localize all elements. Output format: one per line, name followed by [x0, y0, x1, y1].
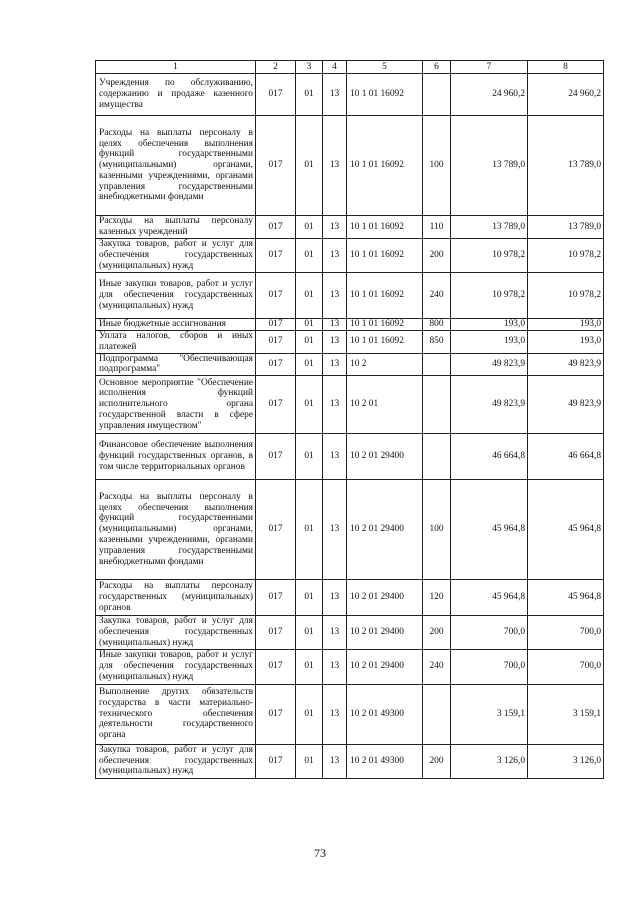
- cell-amount-1: 24 960,2: [451, 74, 528, 116]
- cell-expense-type: 110: [423, 216, 451, 239]
- table-header-row: [96, 61, 604, 74]
- cell-name: Иные бюджетные ассигнования: [96, 319, 256, 331]
- cell-name: Уплата налогов, сборов и иных платежей: [96, 331, 256, 354]
- cell-expense-type: 200: [423, 744, 451, 778]
- table-row: [96, 649, 604, 684]
- cell-admin-code: 017: [256, 616, 296, 649]
- cell-amount-1: 49 823,9: [451, 353, 528, 376]
- cell-expense-type: [423, 376, 451, 434]
- cell-amount-1: 193,0: [451, 331, 528, 354]
- cell-admin-code: 017: [256, 74, 296, 116]
- cell-target-article: 10 1 01 16092: [347, 331, 423, 354]
- cell-expense-type: 240: [423, 649, 451, 684]
- cell-target-article: 10 2 01 49300: [347, 684, 423, 744]
- cell-name: Подпрограмма "Обеспечивающая подпрограмма": [96, 353, 256, 376]
- cell-amount-2: 193,0: [528, 319, 604, 331]
- cell-target-article: 10 1 01 16092: [347, 239, 423, 273]
- budget-table-page: [95, 60, 603, 779]
- cell-amount-2: 193,0: [528, 331, 604, 354]
- cell-subsection: 13: [323, 239, 347, 273]
- cell-target-article: 10 2: [347, 353, 423, 376]
- cell-name: Расходы на выплаты персоналу казенных учреждений: [96, 216, 256, 239]
- cell-subsection: 13: [323, 319, 347, 331]
- cell-name: Учреждения по обслуживанию, содержанию и продаже казенного имущества: [96, 74, 256, 116]
- cell-amount-2: 700,0: [528, 649, 604, 684]
- cell-admin-code: 017: [256, 273, 296, 319]
- cell-amount-1: 193,0: [451, 319, 528, 331]
- cell-subsection: 13: [323, 744, 347, 778]
- cell-section: 01: [296, 434, 323, 480]
- table-row: [96, 331, 604, 354]
- table-row: [96, 616, 604, 649]
- cell-target-article: 10 2 01 29400: [347, 616, 423, 649]
- cell-admin-code: 017: [256, 744, 296, 778]
- cell-section: 01: [296, 616, 323, 649]
- table-row: [96, 480, 604, 580]
- cell-amount-1: 3 126,0: [451, 744, 528, 778]
- cell-section: 01: [296, 376, 323, 434]
- cell-amount-1: 13 789,0: [451, 216, 528, 239]
- cell-expense-type: [423, 74, 451, 116]
- cell-name: Иные закупки товаров, работ и услуг для обеспечения государственных (муниципальных) нужд: [96, 649, 256, 684]
- cell-name: Закупка товаров, работ и услуг для обеспечения государственных (муниципальных) нужд: [96, 616, 256, 649]
- cell-amount-1: 3 159,1: [451, 684, 528, 744]
- table-row: [96, 744, 604, 778]
- cell-target-article: 10 2 01: [347, 376, 423, 434]
- cell-expense-type: 800: [423, 319, 451, 331]
- cell-section: 01: [296, 580, 323, 616]
- cell-amount-2: 49 823,9: [528, 376, 604, 434]
- cell-expense-type: 100: [423, 116, 451, 216]
- cell-admin-code: 017: [256, 116, 296, 216]
- cell-name: Расходы на выплаты персоналу в целях обеспечения выполнения функций государственными (муниципальными) органами, казенными учреждениями, органами управления государственными внебюджетными фондами: [96, 116, 256, 216]
- cell-expense-type: 120: [423, 580, 451, 616]
- cell-expense-type: 240: [423, 273, 451, 319]
- cell-name: Иные закупки товаров, работ и услуг для обеспечения государственных (муниципальных) нужд: [96, 273, 256, 319]
- table-row: [96, 580, 604, 616]
- table-row: [96, 434, 604, 480]
- cell-section: 01: [296, 480, 323, 580]
- table-row: [96, 376, 604, 434]
- cell-expense-type: [423, 684, 451, 744]
- header-col-7: 7: [451, 61, 528, 74]
- cell-admin-code: 017: [256, 216, 296, 239]
- cell-expense-type: 850: [423, 331, 451, 354]
- cell-amount-2: 700,0: [528, 616, 604, 649]
- cell-subsection: 13: [323, 216, 347, 239]
- cell-target-article: 10 1 01 16092: [347, 116, 423, 216]
- cell-admin-code: 017: [256, 580, 296, 616]
- cell-amount-2: 49 823,9: [528, 353, 604, 376]
- cell-subsection: 13: [323, 116, 347, 216]
- cell-expense-type: 200: [423, 616, 451, 649]
- cell-amount-1: 700,0: [451, 649, 528, 684]
- cell-target-article: 10 1 01 16092: [347, 319, 423, 331]
- cell-target-article: 10 1 01 16092: [347, 74, 423, 116]
- cell-target-article: 10 1 01 16092: [347, 216, 423, 239]
- cell-admin-code: 017: [256, 684, 296, 744]
- cell-expense-type: 200: [423, 239, 451, 273]
- cell-name: Финансовое обеспечение выполнения функций государственных органов, в том числе территориальных органов: [96, 434, 256, 480]
- cell-amount-1: 45 964,8: [451, 580, 528, 616]
- header-col-5: 5: [347, 61, 423, 74]
- cell-amount-2: 13 789,0: [528, 116, 604, 216]
- cell-expense-type: 100: [423, 480, 451, 580]
- cell-name: Расходы на выплаты персоналу государственных (муниципальных) органов: [96, 580, 256, 616]
- cell-amount-2: 45 964,8: [528, 480, 604, 580]
- cell-name: Выполнение других обязательств государства в части материально-технического обеспечения деятельности государственного органа: [96, 684, 256, 744]
- cell-target-article: 10 2 01 29400: [347, 434, 423, 480]
- cell-section: 01: [296, 216, 323, 239]
- cell-section: 01: [296, 744, 323, 778]
- cell-subsection: 13: [323, 580, 347, 616]
- table-row: [96, 319, 604, 331]
- cell-amount-1: 46 664,8: [451, 434, 528, 480]
- cell-amount-2: 3 159,1: [528, 684, 604, 744]
- cell-admin-code: 017: [256, 376, 296, 434]
- header-col-3: 3: [296, 61, 323, 74]
- cell-admin-code: 017: [256, 480, 296, 580]
- cell-section: 01: [296, 649, 323, 684]
- cell-admin-code: 017: [256, 239, 296, 273]
- cell-amount-2: 13 789,0: [528, 216, 604, 239]
- cell-section: 01: [296, 331, 323, 354]
- cell-subsection: 13: [323, 273, 347, 319]
- cell-section: 01: [296, 74, 323, 116]
- cell-admin-code: 017: [256, 434, 296, 480]
- cell-name: Расходы на выплаты персоналу в целях обеспечения выполнения функций государственными (муниципальными) органами, казенными учреждениями, органами управления государственными внебюджетными фондами: [96, 480, 256, 580]
- cell-name: Закупка товаров, работ и услуг для обеспечения государственных (муниципальных) нужд: [96, 239, 256, 273]
- cell-expense-type: [423, 434, 451, 480]
- cell-amount-2: 10 978,2: [528, 273, 604, 319]
- table-row: [96, 353, 604, 376]
- cell-section: 01: [296, 116, 323, 216]
- cell-subsection: 13: [323, 616, 347, 649]
- cell-expense-type: [423, 353, 451, 376]
- cell-section: 01: [296, 684, 323, 744]
- cell-subsection: 13: [323, 434, 347, 480]
- table-row: [96, 74, 604, 116]
- cell-subsection: 13: [323, 74, 347, 116]
- cell-section: 01: [296, 239, 323, 273]
- cell-target-article: 10 2 01 29400: [347, 480, 423, 580]
- cell-amount-1: 13 789,0: [451, 116, 528, 216]
- budget-table: [95, 60, 604, 779]
- cell-section: 01: [296, 319, 323, 331]
- cell-admin-code: 017: [256, 331, 296, 354]
- table-row: [96, 116, 604, 216]
- cell-admin-code: 017: [256, 353, 296, 376]
- header-col-6: 6: [423, 61, 451, 74]
- cell-amount-1: 700,0: [451, 616, 528, 649]
- cell-subsection: 13: [323, 353, 347, 376]
- cell-amount-1: 10 978,2: [451, 273, 528, 319]
- cell-subsection: 13: [323, 331, 347, 354]
- cell-target-article: 10 2 01 49300: [347, 744, 423, 778]
- header-col-1: 1: [96, 61, 256, 74]
- cell-target-article: 10 2 01 29400: [347, 580, 423, 616]
- cell-target-article: 10 2 01 29400: [347, 649, 423, 684]
- cell-name: Основное мероприятие "Обеспечение исполнения функций исполнительного органа государственной власти в сфере управления имуществом": [96, 376, 256, 434]
- cell-subsection: 13: [323, 684, 347, 744]
- header-col-2: 2: [256, 61, 296, 74]
- cell-amount-2: 24 960,2: [528, 74, 604, 116]
- cell-subsection: 13: [323, 480, 347, 580]
- cell-name: Закупка товаров, работ и услуг для обеспечения государственных (муниципальных) нужд: [96, 744, 256, 778]
- cell-amount-2: 3 126,0: [528, 744, 604, 778]
- cell-amount-1: 45 964,8: [451, 480, 528, 580]
- cell-admin-code: 017: [256, 319, 296, 331]
- table-row: [96, 216, 604, 239]
- cell-section: 01: [296, 273, 323, 319]
- cell-admin-code: 017: [256, 649, 296, 684]
- page-number: 73: [314, 846, 326, 860]
- cell-subsection: 13: [323, 376, 347, 434]
- table-row: [96, 273, 604, 319]
- cell-amount-2: 45 964,8: [528, 580, 604, 616]
- header-col-4: 4: [323, 61, 347, 74]
- cell-section: 01: [296, 353, 323, 376]
- cell-amount-1: 49 823,9: [451, 376, 528, 434]
- cell-subsection: 13: [323, 649, 347, 684]
- table-row: [96, 684, 604, 744]
- cell-amount-1: 10 978,2: [451, 239, 528, 273]
- cell-target-article: 10 1 01 16092: [347, 273, 423, 319]
- cell-amount-2: 10 978,2: [528, 239, 604, 273]
- header-col-8: 8: [528, 61, 604, 74]
- cell-amount-2: 46 664,8: [528, 434, 604, 480]
- table-row: [96, 239, 604, 273]
